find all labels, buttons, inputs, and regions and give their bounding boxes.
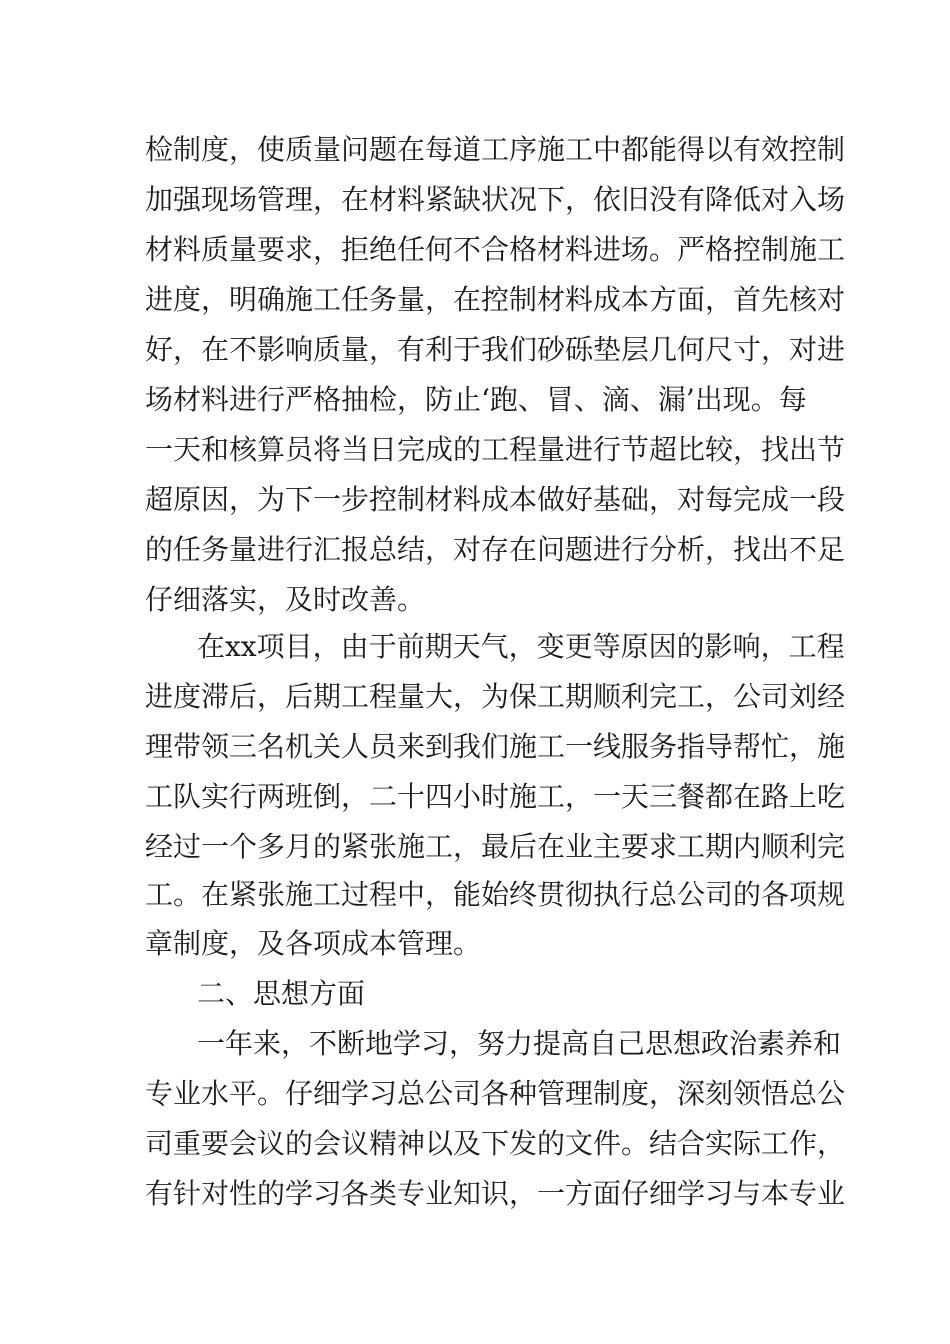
text-line: 进度，明确施工任务量，在控制材料成本方面，首先核对 [145,283,846,316]
text-line: 工。在紧张施工过程中，能始终贯彻执行总公司的各项规 [145,878,846,911]
text-line: 检制度，使质量问题在每道工序施工中都能得以有效控制 [145,133,846,166]
text-line: 进度滞后，后期工程量大，为保工期顺利完工，公司刘经 [145,680,846,713]
text-line: 理带领三名机关人员来到我们施工一线服务指导帮忙，施 [145,730,846,763]
paragraph-start-line: 一年来，不断地学习，努力提高自己思想政治素养和 [197,1027,842,1060]
text-line: 好，在不影响质量，有利于我们砂砾垫层几何尺寸，对进 [145,333,846,366]
text-line: 专业水平。仔细学习总公司各种管理制度，深刻领悟总公 [145,1077,846,1110]
text-line: 司重要会议的会议精神以及下发的文件。结合实际工作， [145,1127,846,1160]
section-heading: 二、思想方面 [197,977,366,1010]
text-line: 有针对性的学习各类专业知识，一方面仔细学习与本专业 [145,1177,846,1210]
text-line: 章制度，及各项成本管理。 [145,927,482,960]
text-line: 工队实行两班倒，二十四小时施工，一天三餐都在路上吃 [145,780,846,813]
paragraph-start-line: 在xx项目，由于前期天气，变更等原因的影响，工程 [197,630,845,663]
text-line: 经过一个多月的紧张施工，最后在业主要求工期内顺利完 [145,830,846,863]
text-line: 场材料进行严格抽检，防止‘跑、冒、滴、漏’出现。每 [145,383,807,416]
text-line: 一天和核算员将当日完成的工程量进行节超比较，找出节 [145,433,846,466]
text-line: 加强现场管理，在材料紧缺状况下，依旧没有降低对入场 [145,183,846,216]
text-line: 仔细落实，及时改善。 [145,583,426,616]
text-line: 材料质量要求，拒绝任何不合格材料进场。严格控制施工 [145,233,846,266]
text-line: 的任务量进行汇报总结，对存在问题进行分析，找出不足 [145,533,846,566]
text-line: 超原因，为下一步控制材料成本做好基础，对每完成一段 [145,483,846,516]
